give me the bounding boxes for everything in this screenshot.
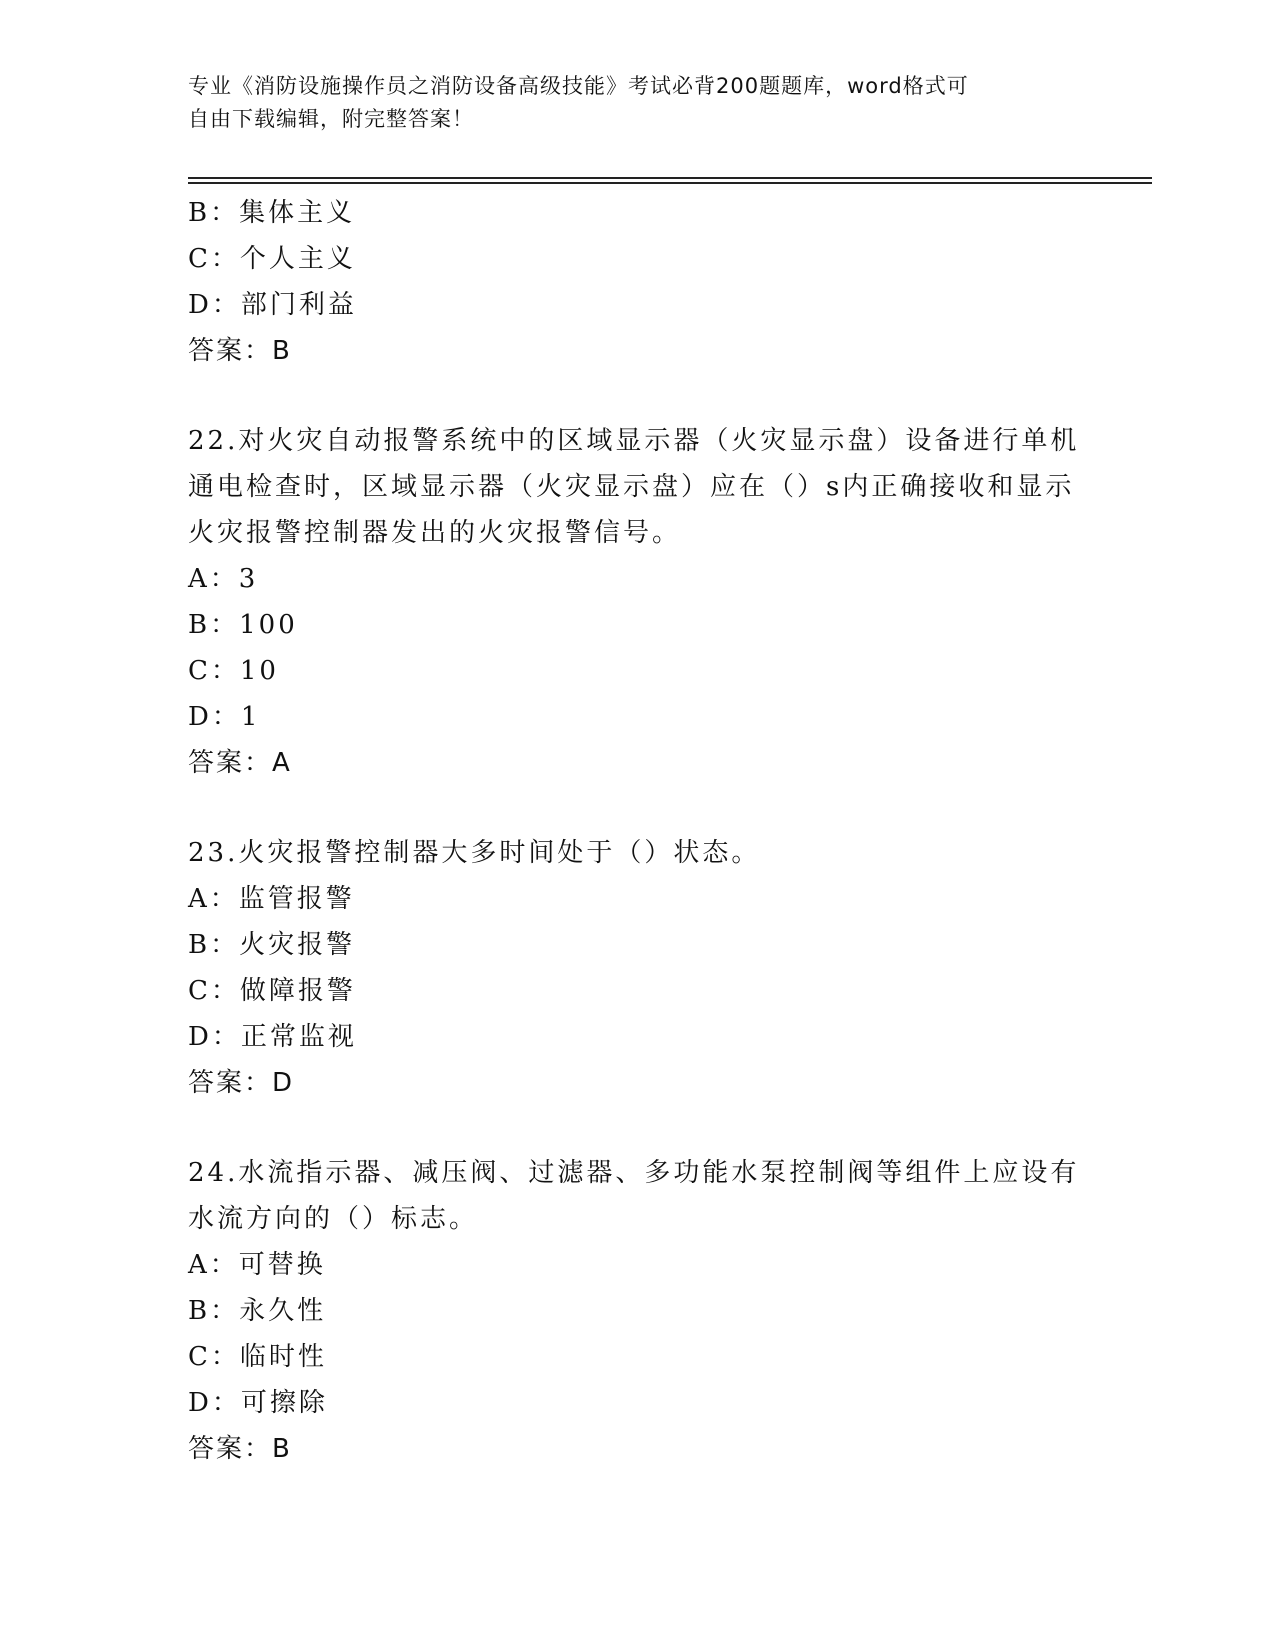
question-21-tail (188, 190, 1088, 374)
option-d: D：部门利益 (188, 290, 357, 320)
answer: 答案：B (188, 1434, 292, 1464)
question-stem-line: 22.对火灾自动报警系统中的区域显示器（火灾显示盘）设备进行单机 (188, 426, 1080, 456)
header-line-2: 自由下载编辑，附完整答案！ (188, 107, 474, 131)
document-header (188, 70, 1068, 136)
question-24 (188, 1150, 1088, 1472)
option-c: C：做障报警 (188, 976, 356, 1006)
header-divider-bottom (188, 182, 1152, 184)
option-a: A：3 (188, 564, 259, 594)
question-stem-line: 火灾报警控制器发出的火灾报警信号。 (188, 518, 682, 548)
option-a: A：监管报警 (188, 884, 355, 914)
header-line-1: 专业《消防设施操作员之消防设备高级技能》考试必背200题题库，word格式可 (188, 74, 969, 98)
option-b: B：集体主义 (188, 198, 356, 228)
option-b: B：火灾报警 (188, 930, 356, 960)
option-b: B：100 (188, 610, 298, 640)
option-d: D：可擦除 (188, 1388, 328, 1418)
question-list (188, 190, 1088, 1472)
option-d: D：正常监视 (188, 1022, 357, 1052)
question-stem-line: 水流方向的（）标志。 (188, 1204, 479, 1234)
answer: 答案：D (188, 1068, 295, 1098)
question-stem-line: 通电检查时，区域显示器（火灾显示盘）应在（）s内正确接收和显示 (188, 472, 1075, 502)
option-b: B：永久性 (188, 1296, 327, 1326)
option-d: D：1 (188, 702, 261, 732)
question-stem-line: 24.水流指示器、减压阀、过滤器、多功能水泵控制阀等组件上应设有 (188, 1158, 1080, 1188)
header-divider-top (188, 177, 1152, 179)
option-c: C：临时性 (188, 1342, 327, 1372)
answer: 答案：B (188, 336, 292, 366)
option-a: A：可替换 (188, 1250, 326, 1280)
question-stem-line: 23.火灾报警控制器大多时间处于（）状态。 (188, 838, 761, 868)
option-c: C：个人主义 (188, 244, 356, 274)
answer: 答案：A (188, 748, 292, 778)
question-23 (188, 830, 1088, 1106)
option-c: C：10 (188, 656, 279, 686)
question-22 (188, 418, 1088, 786)
